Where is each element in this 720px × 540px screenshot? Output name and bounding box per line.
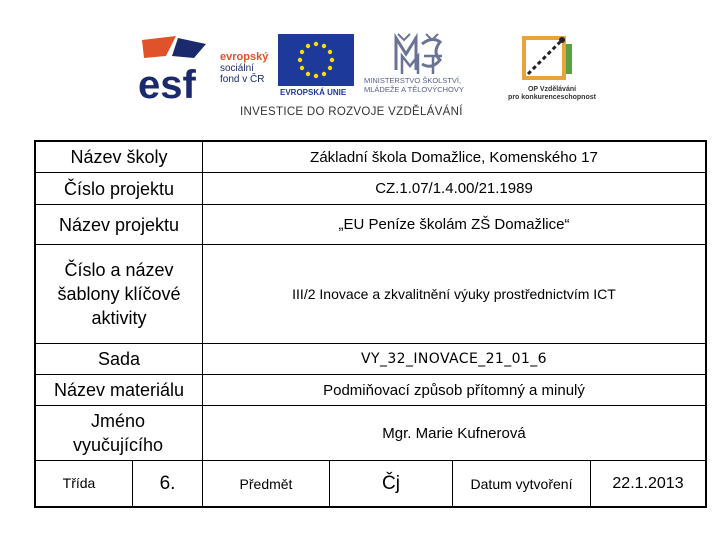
esf-line-3: fond v ČR — [220, 74, 265, 85]
logo-banner — [130, 28, 600, 124]
svg-text:esf: esf — [138, 63, 196, 104]
material-label: Název materiálu — [53, 380, 185, 400]
template-value: III/2 Inovace a zkvalitnění výuky prostřednictvím ICT — [292, 286, 616, 302]
msmt-line-2: MLÁDEŽE A TĚLOVÝCHOVY — [364, 85, 464, 94]
class-label: Třída — [62, 475, 96, 491]
subject-label: Předmět — [239, 475, 293, 492]
created-label: Datum vytvoření — [470, 475, 573, 492]
class-value: 6. — [159, 472, 176, 494]
project-number-label: Číslo projektu — [63, 178, 175, 199]
eu-flag-icon — [278, 34, 354, 86]
school-label: Název školy — [70, 147, 168, 167]
esf-line-2: sociální — [220, 63, 254, 74]
esf-line-1: evropský — [220, 51, 269, 63]
msmt-mark-icon — [362, 30, 492, 76]
project-name-value: „EU Peníze školám ZŠ Domažlice“ — [338, 216, 570, 233]
project-number-value: CZ.1.07/1.4.00/21.1989 — [375, 180, 533, 197]
template-label: Číslo a název šablony klíčové aktivity — [57, 260, 181, 328]
created-value: 22.1.2013 — [612, 474, 684, 492]
msmt-text — [364, 76, 464, 94]
project-name-label: Název projektu — [58, 214, 180, 235]
msmt-line-1: MINISTERSTVO ŠKOLSTVÍ, — [364, 76, 462, 85]
op-logo — [506, 32, 596, 106]
info-table — [34, 140, 707, 508]
msmt-logo — [362, 30, 492, 106]
set-label: Sada — [97, 349, 141, 369]
table-border-bottom — [34, 506, 707, 508]
set-value: VY_32_INOVACE_21_01_6 — [361, 351, 547, 367]
esf-mark-icon — [136, 34, 210, 104]
teacher-label: Jméno vyučujícího — [72, 411, 164, 455]
esf-text — [220, 52, 268, 85]
table-border-right — [705, 140, 707, 508]
op-text — [506, 86, 598, 102]
material-value: Podmiňovací způsob přítomný a minulý — [323, 381, 585, 399]
school-value: Základní škola Domažlice, Komenského 17 — [310, 148, 598, 166]
eu-label: EVROPSKÁ UNIE — [280, 88, 347, 97]
banner-caption: INVESTICE DO ROZVOJE VZDĚLÁVÁNÍ — [240, 106, 463, 118]
teacher-value: Mgr. Marie Kufnerová — [382, 424, 526, 442]
op-line-2: pro konkurenceschopnost — [508, 94, 596, 101]
eu-logo — [278, 34, 356, 104]
op-line-1: OP Vzdělávání — [527, 86, 577, 93]
esf-logo — [136, 34, 276, 104]
op-mark-icon — [506, 32, 596, 86]
subject-value: Čj — [382, 472, 400, 494]
